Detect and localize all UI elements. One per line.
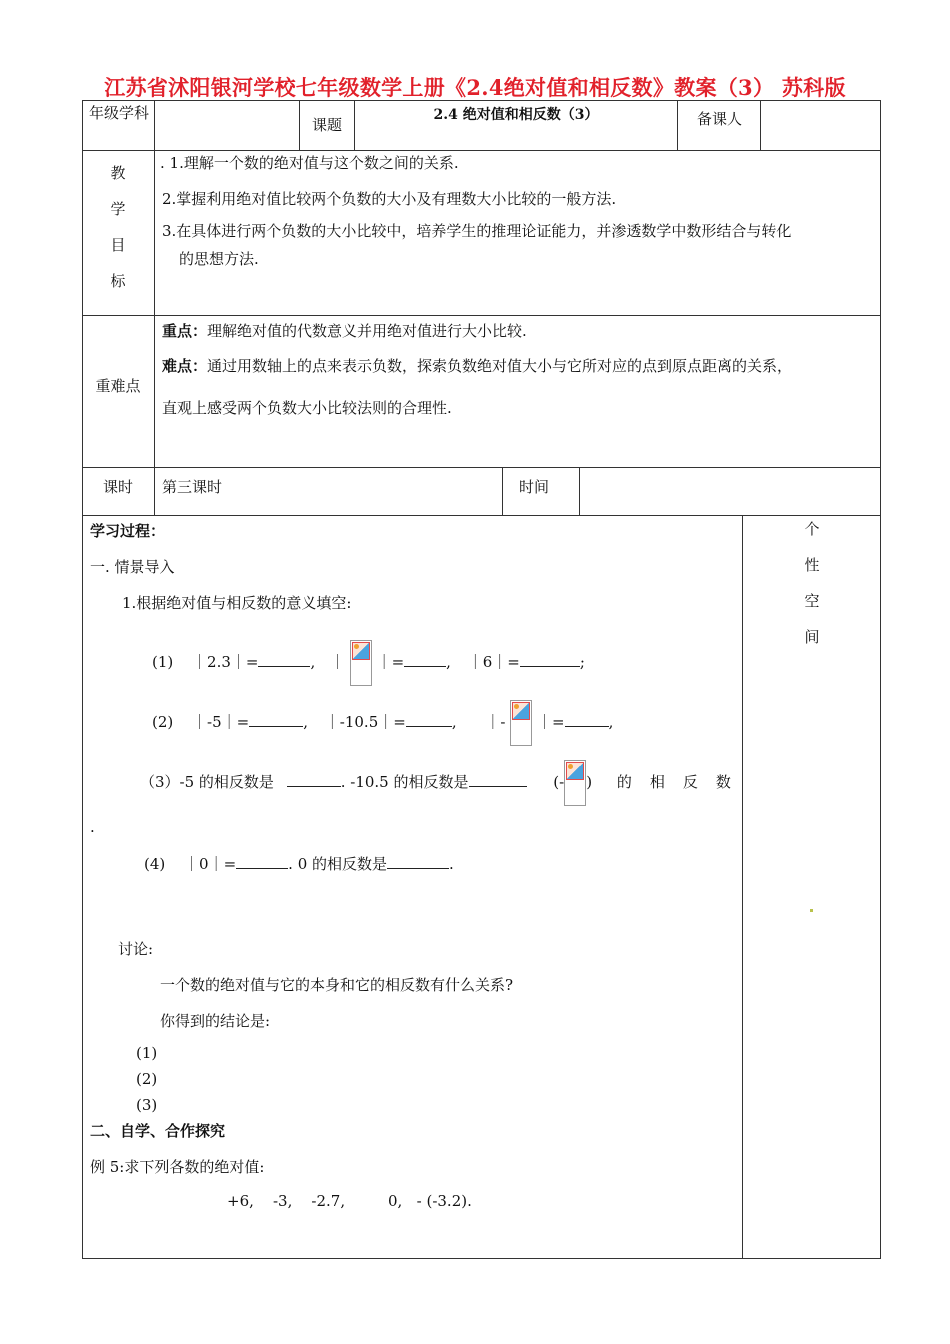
difficulty-title: 难点： <box>162 357 208 375</box>
question-1-2: (2) ｜-5｜= , ｜-10.5｜= , ｜- ｜= , <box>152 700 613 746</box>
key-point-title: 重点： <box>162 322 208 340</box>
preparer-label: 备课人 <box>696 110 742 128</box>
side-label-char: 性 <box>804 556 820 574</box>
objective-1: . 1.理解一个数的绝对值与这个数之间的关系. <box>160 154 459 172</box>
expr-text: （3）-5 的相反数是 <box>140 773 274 791</box>
question-1-4 <box>144 852 454 874</box>
grade-subject-label: 年级学科 <box>88 104 149 122</box>
objectives-label <box>82 162 154 306</box>
expr-text: ｜ <box>330 653 346 671</box>
side-label-char: 间 <box>804 628 820 646</box>
expr-text: (- <box>553 773 565 791</box>
col-divider <box>154 100 155 150</box>
conclusion-prompt: 你得到的结论是: <box>160 1012 271 1030</box>
col-divider <box>677 100 678 150</box>
answer-blank[interactable] <box>249 710 303 727</box>
table-border-bottom <box>82 1258 881 1259</box>
expr-text: ｜6｜= <box>467 653 520 671</box>
topic-value: 2.4 绝对值和相反数（3） <box>433 107 599 123</box>
expr-text: . 0 的相反数是 <box>288 855 388 873</box>
answer-blank[interactable] <box>404 650 446 667</box>
row-divider <box>82 515 881 516</box>
expr-text: ; <box>579 653 585 671</box>
expr-text: ｜= <box>537 713 565 731</box>
objective-3-cont: 的思想方法. <box>179 250 259 268</box>
answer-blank[interactable] <box>287 770 341 787</box>
answer-blank[interactable] <box>236 852 288 869</box>
difficulty-text: 通过用数轴上的点来表示负数，探索负数绝对值大小与它所对应的点到原点距离的关系， <box>207 357 793 375</box>
section-1-heading: 一. 情景导入 <box>90 558 175 576</box>
conclusion-2: (2) <box>136 1070 158 1088</box>
table-border-right <box>880 100 881 1258</box>
lesson-plan-table <box>82 100 881 1258</box>
answer-blank[interactable] <box>469 770 527 787</box>
broken-image-icon <box>510 700 532 746</box>
expr-text: ｜0｜= <box>184 855 237 873</box>
question-1-3 <box>140 760 749 806</box>
question-1: 1.根据绝对值与相反数的意义填空: <box>122 594 352 612</box>
objectives-label-char: 学 <box>110 200 126 218</box>
personal-space-label <box>782 518 842 662</box>
period-label: 课时 <box>102 478 133 496</box>
difficulty <box>162 355 792 376</box>
stray-dot <box>810 909 813 912</box>
answer-blank[interactable] <box>520 650 580 667</box>
section-2-heading: 二、自学、合作探究 <box>90 1122 226 1140</box>
objectives-label-char: 标 <box>110 272 126 290</box>
table-border-top <box>82 100 881 101</box>
col-divider <box>742 515 743 1258</box>
expr-text: . -10.5 的相反数是 <box>340 773 469 791</box>
key-point <box>162 320 527 341</box>
expr-text: ｜- <box>485 713 506 731</box>
col-divider <box>154 150 155 515</box>
key-points-label: 重难点 <box>95 377 141 395</box>
expr-text: . <box>449 855 454 873</box>
col-divider <box>760 100 761 150</box>
expr-text: 的相反数 <box>616 773 749 791</box>
row-divider <box>82 467 881 468</box>
expr-text: ｜= <box>376 653 405 671</box>
row-divider <box>82 150 881 151</box>
broken-image-icon <box>564 760 586 806</box>
answer-blank[interactable] <box>406 710 452 727</box>
objectives-label-char: 教 <box>110 164 126 182</box>
answer-blank[interactable] <box>258 650 310 667</box>
conclusion-1: (1) <box>136 1044 158 1062</box>
expr-text: ｜-10.5｜= <box>324 713 406 731</box>
col-divider <box>579 467 580 515</box>
item-number: (4) <box>144 855 166 873</box>
period-value: 第三课时 <box>162 478 223 496</box>
row-divider <box>82 315 881 316</box>
discussion-label: 讨论: <box>118 940 154 958</box>
key-point-text: 理解绝对值的代数意义并用绝对值进行大小比较. <box>207 322 527 340</box>
process-heading: 学习过程： <box>90 522 166 540</box>
question-1-1: (1) ｜2.3｜= , ｜ ｜= , ｜6｜= ; <box>152 640 585 686</box>
difficulty-cont: 直观上感受两个负数大小比较法则的合理性. <box>162 399 452 417</box>
expr-text: ｜-5｜= <box>192 713 250 731</box>
example-values: +6, -3, -2.7, 0, - (-3.2). <box>227 1192 472 1210</box>
topic-label: 课题 <box>311 116 342 134</box>
expr-text: ) <box>586 773 593 791</box>
expr-text: ｜2.3｜= <box>192 653 259 671</box>
objectives-label-char: 目 <box>110 236 126 254</box>
conclusion-3: (3) <box>136 1096 158 1114</box>
time-label: 时间 <box>519 478 550 496</box>
side-label-char: 空 <box>804 592 820 610</box>
document-title: 江苏省沭阳银河学校七年级数学上册《2.4绝对值和相反数》教案（3） 苏科版 <box>104 75 846 100</box>
col-divider <box>502 467 503 515</box>
stray-period: . <box>90 818 95 836</box>
discussion-question: 一个数的绝对值与它的本身和它的相反数有什么关系? <box>160 976 514 994</box>
item-number: (2) <box>152 713 174 731</box>
objective-3: 3.在具体进行两个负数的大小比较中，培养学生的推理论证能力，并渗透数学中数形结合与转化 <box>162 222 792 240</box>
answer-blank[interactable] <box>387 852 449 869</box>
side-label-char: 个 <box>804 520 820 538</box>
answer-blank[interactable] <box>565 710 609 727</box>
item-number: (1) <box>152 653 174 671</box>
objective-2: 2.掌握利用绝对值比较两个负数的大小及有理数大小比较的一般方法. <box>162 190 617 208</box>
broken-image-icon <box>350 640 372 686</box>
example-5: 例 5:求下列各数的绝对值: <box>90 1158 265 1176</box>
